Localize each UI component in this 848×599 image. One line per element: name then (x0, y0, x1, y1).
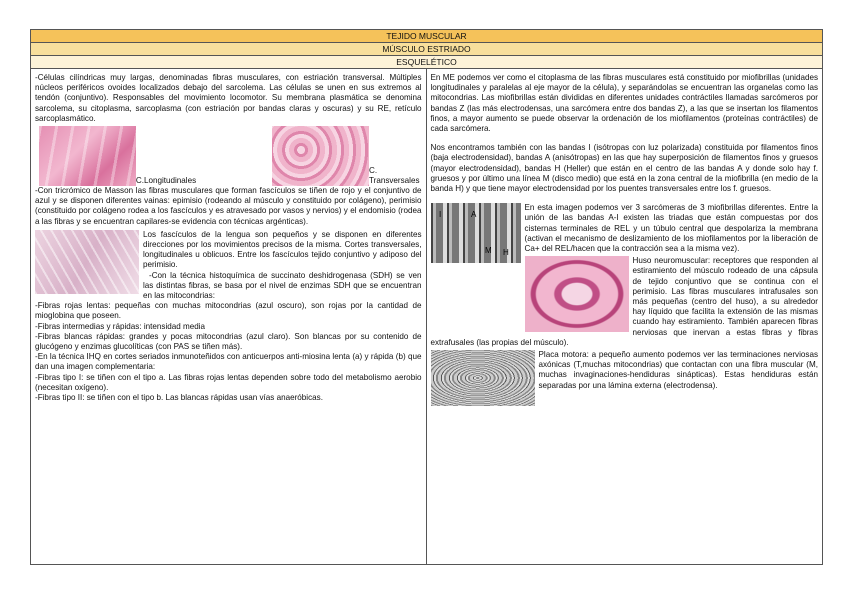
label-h: H (502, 248, 509, 258)
left-column (31, 69, 427, 564)
right-paragraph-1: En ME podemos ver como el citoplasma de las fibras musculares está constituido por miofibrillas (unidades longitudinales y paralelas al eje mayor de la célula), y separándolas se encuentran las organelas como las mitocondrias. Las miofibrillas están divididas en diferentes unidades contráctiles llamadas sarcómeros por bandas Z (las más electrodensas, una sarcómera entre dos bandas Z), a las que se insertan los filamentos finos, a mayor aumento se puede observar la ordenación de los miofilamentos (proteínas contráctiles) de cada sarcómera. (430, 73, 818, 134)
left-paragraph-9: -Fibras tipo I: se tiñen con el tipo a. Las fibras rojas lentas dependen sobre todo del metabolismo aerobio (necesitan oxígeno). (35, 372, 422, 392)
micrograph-row (39, 126, 422, 186)
left-paragraph-3: Los fascículos de la lengua son pequeños y se disponen en diferentes direcciones por los movimientos precisos de la misma. Cortes transversales, longitudinales u oblicuos. Entre los fascículos tejido conjuntivo y adiposo del perimisio. (143, 229, 422, 270)
left-paragraph-6: -Fibras intermedias y rápidas: intensidad media (35, 321, 206, 331)
right-paragraph-5: Placa motora: a pequeño aumento podemos ver las terminaciones nerviosas axónicas (T,muchas mitocondrias) que contactan con una fibra muscular (M, muchas invaginaciones-hendiduras sinápticas). Estas hendiduras están separadas por una lámina externa (electrodensa). (538, 350, 818, 390)
caption-longitudinal: C.Longitudinales (135, 175, 197, 185)
title-tejido: TEJIDO MUSCULAR (30, 29, 823, 42)
right-paragraph-2: Nos encontramos también con las bandas I (isótropas con luz polarizada) constituida por filamentos finos (baja electrodensidad), bandas A (anisótropas) en las que hay superposición de filamentos finos y gruesos (mayor electrodensidad), bandas H (Heller) que están en el centro de las bandas A y donde solo hay f. gruesos y por último una línea M (disco medio) que está en la zona central de la miofibrilla (en medio de la banda H) y que tiene mayor electrodensidad por los puentes transversales entre los f. gruesos. (430, 143, 818, 194)
caption-transverse: C. Transversales (368, 165, 420, 185)
tongue-block (35, 230, 422, 301)
title-musculo: MÚSCULO ESTRIADO (30, 42, 823, 55)
right-column (427, 69, 823, 564)
sarcomere-em-image (431, 203, 521, 263)
left-paragraph-1: -Células cilíndricas muy largas, denominadas fibras musculares, con estriación transversal. Múltiples núcleos periféricos ovoides localizados debajo del sarcolema. Las células se unen en sus extremos al tendón (conjuntivo). Responsables del movimiento locomotor. Su membrana plasmática se denomina sarcolema, su citoplasma, sarcoplasma (con estriación por bandas claras y oscuras) y su RE, retículo sarcoplasmático. (35, 73, 422, 123)
left-paragraph-5: -Fibras rojas lentas: pequeñas con muchas mitocondrias (azul oscuro), son rojas por la cantidad de mioglobina que poseen. (35, 301, 422, 321)
motor-plate-image (431, 350, 535, 406)
tongue-fascicles-image (35, 230, 139, 294)
longitudinal-section-image (39, 126, 136, 186)
left-paragraph-4: -Con la técnica histoquímica de succinato deshidrogenasa (SDH) se ven las distintas fibras, se basa por el nivel de enzimas SDH que se encuentran en las mitocondrias: (143, 270, 422, 301)
content-table (30, 68, 823, 565)
left-paragraph-7: -Fibras blancas rápidas: grandes y pocas mitocondrias (azul claro). Son blancas por su contenido de glucógeno y enzimas glucolíticas (con PAS se tiñen más). (35, 331, 422, 352)
label-a: A (470, 210, 476, 220)
sarcomere-block (431, 203, 819, 258)
transverse-section-image (272, 126, 369, 186)
right-paragraph-3: En esta imagen podemos ver 3 sarcómeras de 3 miofibrillas diferentes. Entre la unión de las bandas A-I existen las triadas que están compuestas por dos cisternas terminales de REL y un túbulo central que despolariza la membrana (activan el mecanismo de deslizamiento de los miofilamentos por la liberación de Ca+ del REL/hacen que la contracción sea a la misma vez). (524, 203, 818, 254)
label-m: M (484, 246, 492, 256)
neuromuscular-spindle-image (525, 256, 629, 332)
left-paragraph-2: -Con tricrómico de Masson las fibras musculares que forman fascículos se tiñen de rojo y el conjuntivo de azul y se disponen diferentes vainas: epimisio (rodeando al músculo y constituido por colágeno), perimisio (constituido por colágeno rodea a los fascículos y es atravesado por vasos y nervios) y el endomisio (rodea a las fibras y se encuentran capilares-se evidencia con técnicas argénticas). (35, 186, 422, 226)
sarcomere-labels (431, 203, 521, 263)
motor-plate-block (431, 350, 819, 391)
spindle-block (431, 256, 819, 348)
left-paragraph-10: -Fibras tipo II: se tiñen con el tipo b. Las blancas rápidas usan vías anaeróbicas. (35, 393, 323, 403)
title-esqueletico: ESQUELÉTICO (30, 55, 823, 68)
label-i: I (438, 210, 441, 220)
left-paragraph-8: -En la técnica IHQ en cortes seriados inmunoteñidos con anticuerpos anti-miosina lenta (a) y rápida (b) que dan una imagen complementaria: (35, 352, 422, 372)
right-paragraph-4: Huso neuromuscular: receptores que responden al estiramiento del músculo rodeado de una cápsula de tejido conjuntivo que se continua con el perimisio. Las fibras musculares intrafusales son más pequeñas (centro del huso), a su alrededor hay líquido que facilita la extensión de las mismas cuando hay estiramiento. También aparecen fibras nerviosas que inervan a estas fibras y fibras extrafusales (las propias del músculo). (430, 256, 818, 347)
document-sheet (30, 29, 823, 565)
